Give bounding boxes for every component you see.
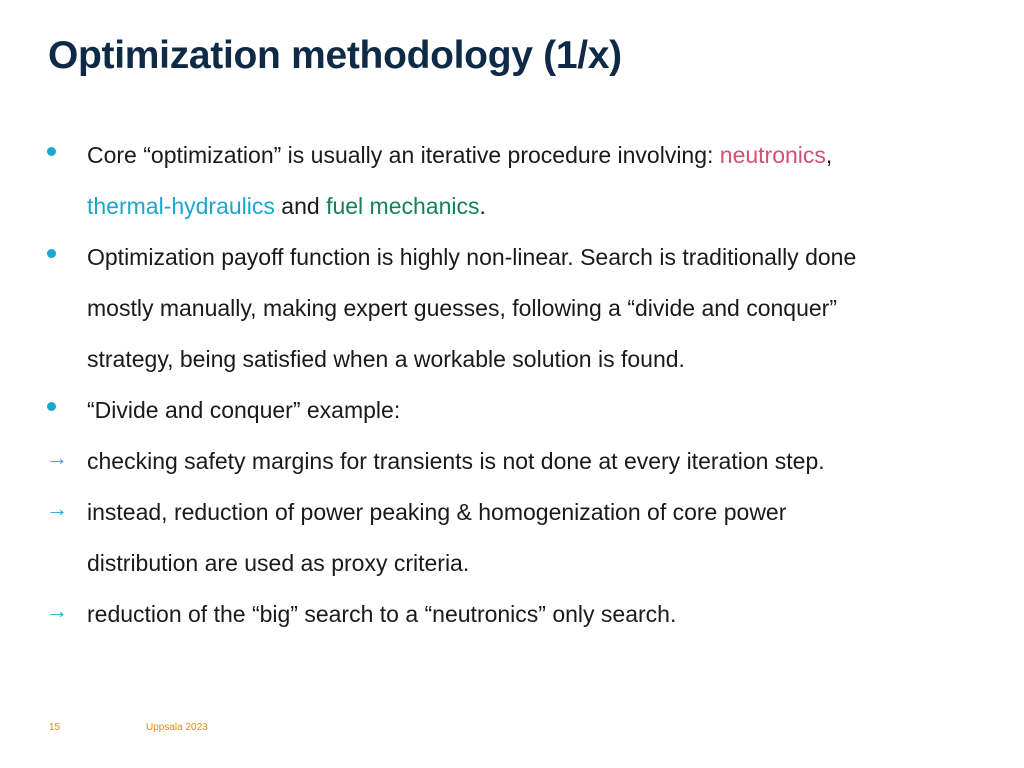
bullet-2-line-3: strategy, being satisfied when a workable solution is found. — [87, 346, 685, 372]
sub-2-line-1: instead, reduction of power peaking & homogenization of core power — [87, 499, 787, 525]
bullet-2-line-1: Optimization payoff function is highly non-linear. Search is traditionally done — [87, 244, 857, 270]
bullet-dot-icon — [47, 147, 56, 156]
bullet-3-line-1: “Divide and conquer” example: — [87, 397, 401, 423]
arrow-right-icon: → — [46, 598, 68, 623]
sub-1-line-1: checking safety margins for transients is not done at every iteration step. — [87, 448, 825, 474]
arrow-right-icon: → — [46, 445, 68, 470]
period: . — [479, 193, 486, 219]
sub-item-3 — [0, 589, 1024, 640]
bullet-dot-icon — [47, 402, 56, 411]
bullet-2-line-2: mostly manually, making expert guesses, following a “divide and conquer” — [87, 295, 838, 321]
term-fuel-mechanics: fuel mechanics — [326, 193, 480, 219]
bullet-item-3 — [0, 385, 1024, 436]
bullet-item-1-cont — [0, 181, 1024, 232]
arrow-right-icon: → — [46, 496, 68, 521]
bullet-1-text: Core “optimization” is usually an iterative procedure involving: — [87, 142, 720, 168]
sub-item-1 — [0, 436, 1024, 487]
and-text: and — [274, 193, 327, 219]
term-neutronics: neutronics — [719, 142, 826, 168]
bullet-item-2-cont — [0, 283, 1024, 334]
bullet-item-1 — [0, 130, 1024, 181]
sub-item-2 — [0, 487, 1024, 538]
sub-item-2-cont — [0, 538, 1024, 589]
footer-text: Uppsala 2023 — [146, 722, 208, 733]
bullet-dot-icon — [47, 249, 56, 258]
bullet-item-2-cont — [0, 334, 1024, 385]
sub-2-line-2: distribution are used as proxy criteria. — [87, 550, 470, 576]
page-number: 15 — [49, 722, 61, 733]
comma: , — [825, 142, 833, 168]
sub-3-line-1: reduction of the “big” search to a “neutronics” only search. — [87, 601, 677, 627]
term-thermal-hydraulics: thermal-hydraulics — [87, 193, 275, 219]
bullet-1-line-1 — [87, 130, 832, 181]
slide-body — [0, 130, 1024, 640]
bullet-1-line-2 — [87, 181, 486, 232]
slide-title: Optimization methodology (1/x) — [48, 34, 622, 77]
bullet-item-2 — [0, 232, 1024, 283]
